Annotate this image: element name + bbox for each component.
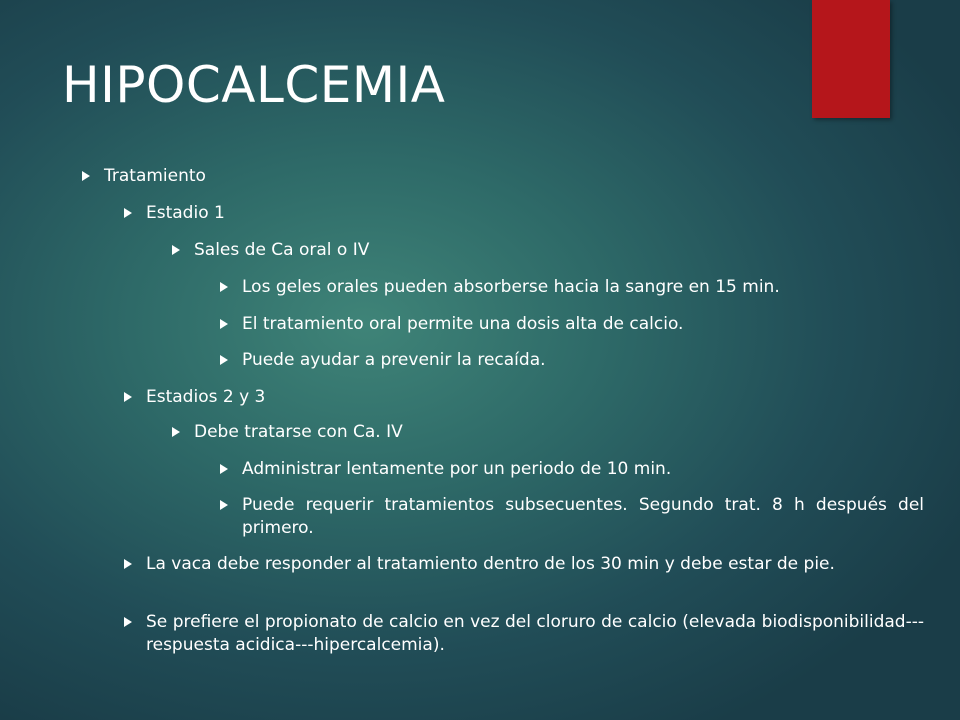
bullet-arrow-icon (172, 427, 180, 437)
bullet-level4 (220, 458, 924, 481)
bullet-text: El tratamiento oral permite una dosis alta de calcio. (242, 314, 684, 334)
bullet-arrow-icon (220, 319, 228, 329)
bullet-arrow-icon (220, 464, 228, 474)
bullet-level4 (220, 313, 924, 336)
bullet-arrow-icon (124, 617, 132, 627)
bullet-text: Estadios 2 y 3 (146, 387, 266, 407)
bullet-text: Los geles orales pueden absorberse hacia la sangre en 15 min. (242, 277, 780, 297)
bullet-text: Debe tratarse con Ca. IV (194, 422, 403, 442)
bullet-level2 (124, 386, 924, 409)
bullet-arrow-icon (220, 500, 228, 510)
bullet-arrow-icon (82, 171, 90, 181)
bullet-level4 (220, 349, 924, 372)
bullet-level3 (172, 239, 924, 262)
bullet-level4 (220, 494, 924, 540)
bullet-arrow-icon (124, 392, 132, 402)
bullet-level3 (172, 421, 924, 444)
bullet-arrow-icon (220, 282, 228, 292)
bullet-text: La vaca debe responder al tratamiento dentro de los 30 min y debe estar de pie. (146, 554, 835, 574)
bullet-arrow-icon (172, 245, 180, 255)
bullet-level1 (82, 165, 924, 188)
bullet-text: Puede requerir tratamientos subsecuentes. Segundo trat. 8 h después del primero. (242, 495, 924, 538)
bullet-text: Estadio 1 (146, 203, 225, 223)
bullet-text: Tratamiento (104, 166, 206, 186)
bullet-arrow-icon (124, 208, 132, 218)
bullet-text: Se prefiere el propionato de calcio en vez del cloruro de calcio (elevada biodisponibilidad---respuesta acidica---hipercalcemia). (146, 612, 924, 655)
bullet-level2 (124, 202, 924, 225)
bullet-text: Sales de Ca oral o IV (194, 240, 370, 260)
bullet-arrow-icon (220, 355, 228, 365)
bullet-level2 (124, 553, 924, 576)
bullet-level4 (220, 276, 924, 299)
slide-title: HIPOCALCEMIA (62, 56, 446, 114)
bullet-level2 (124, 611, 924, 657)
bullet-text: Administrar lentamente por un periodo de 10 min. (242, 459, 672, 479)
bullet-text: Puede ayudar a prevenir la recaída. (242, 350, 546, 370)
bullet-arrow-icon (124, 559, 132, 569)
